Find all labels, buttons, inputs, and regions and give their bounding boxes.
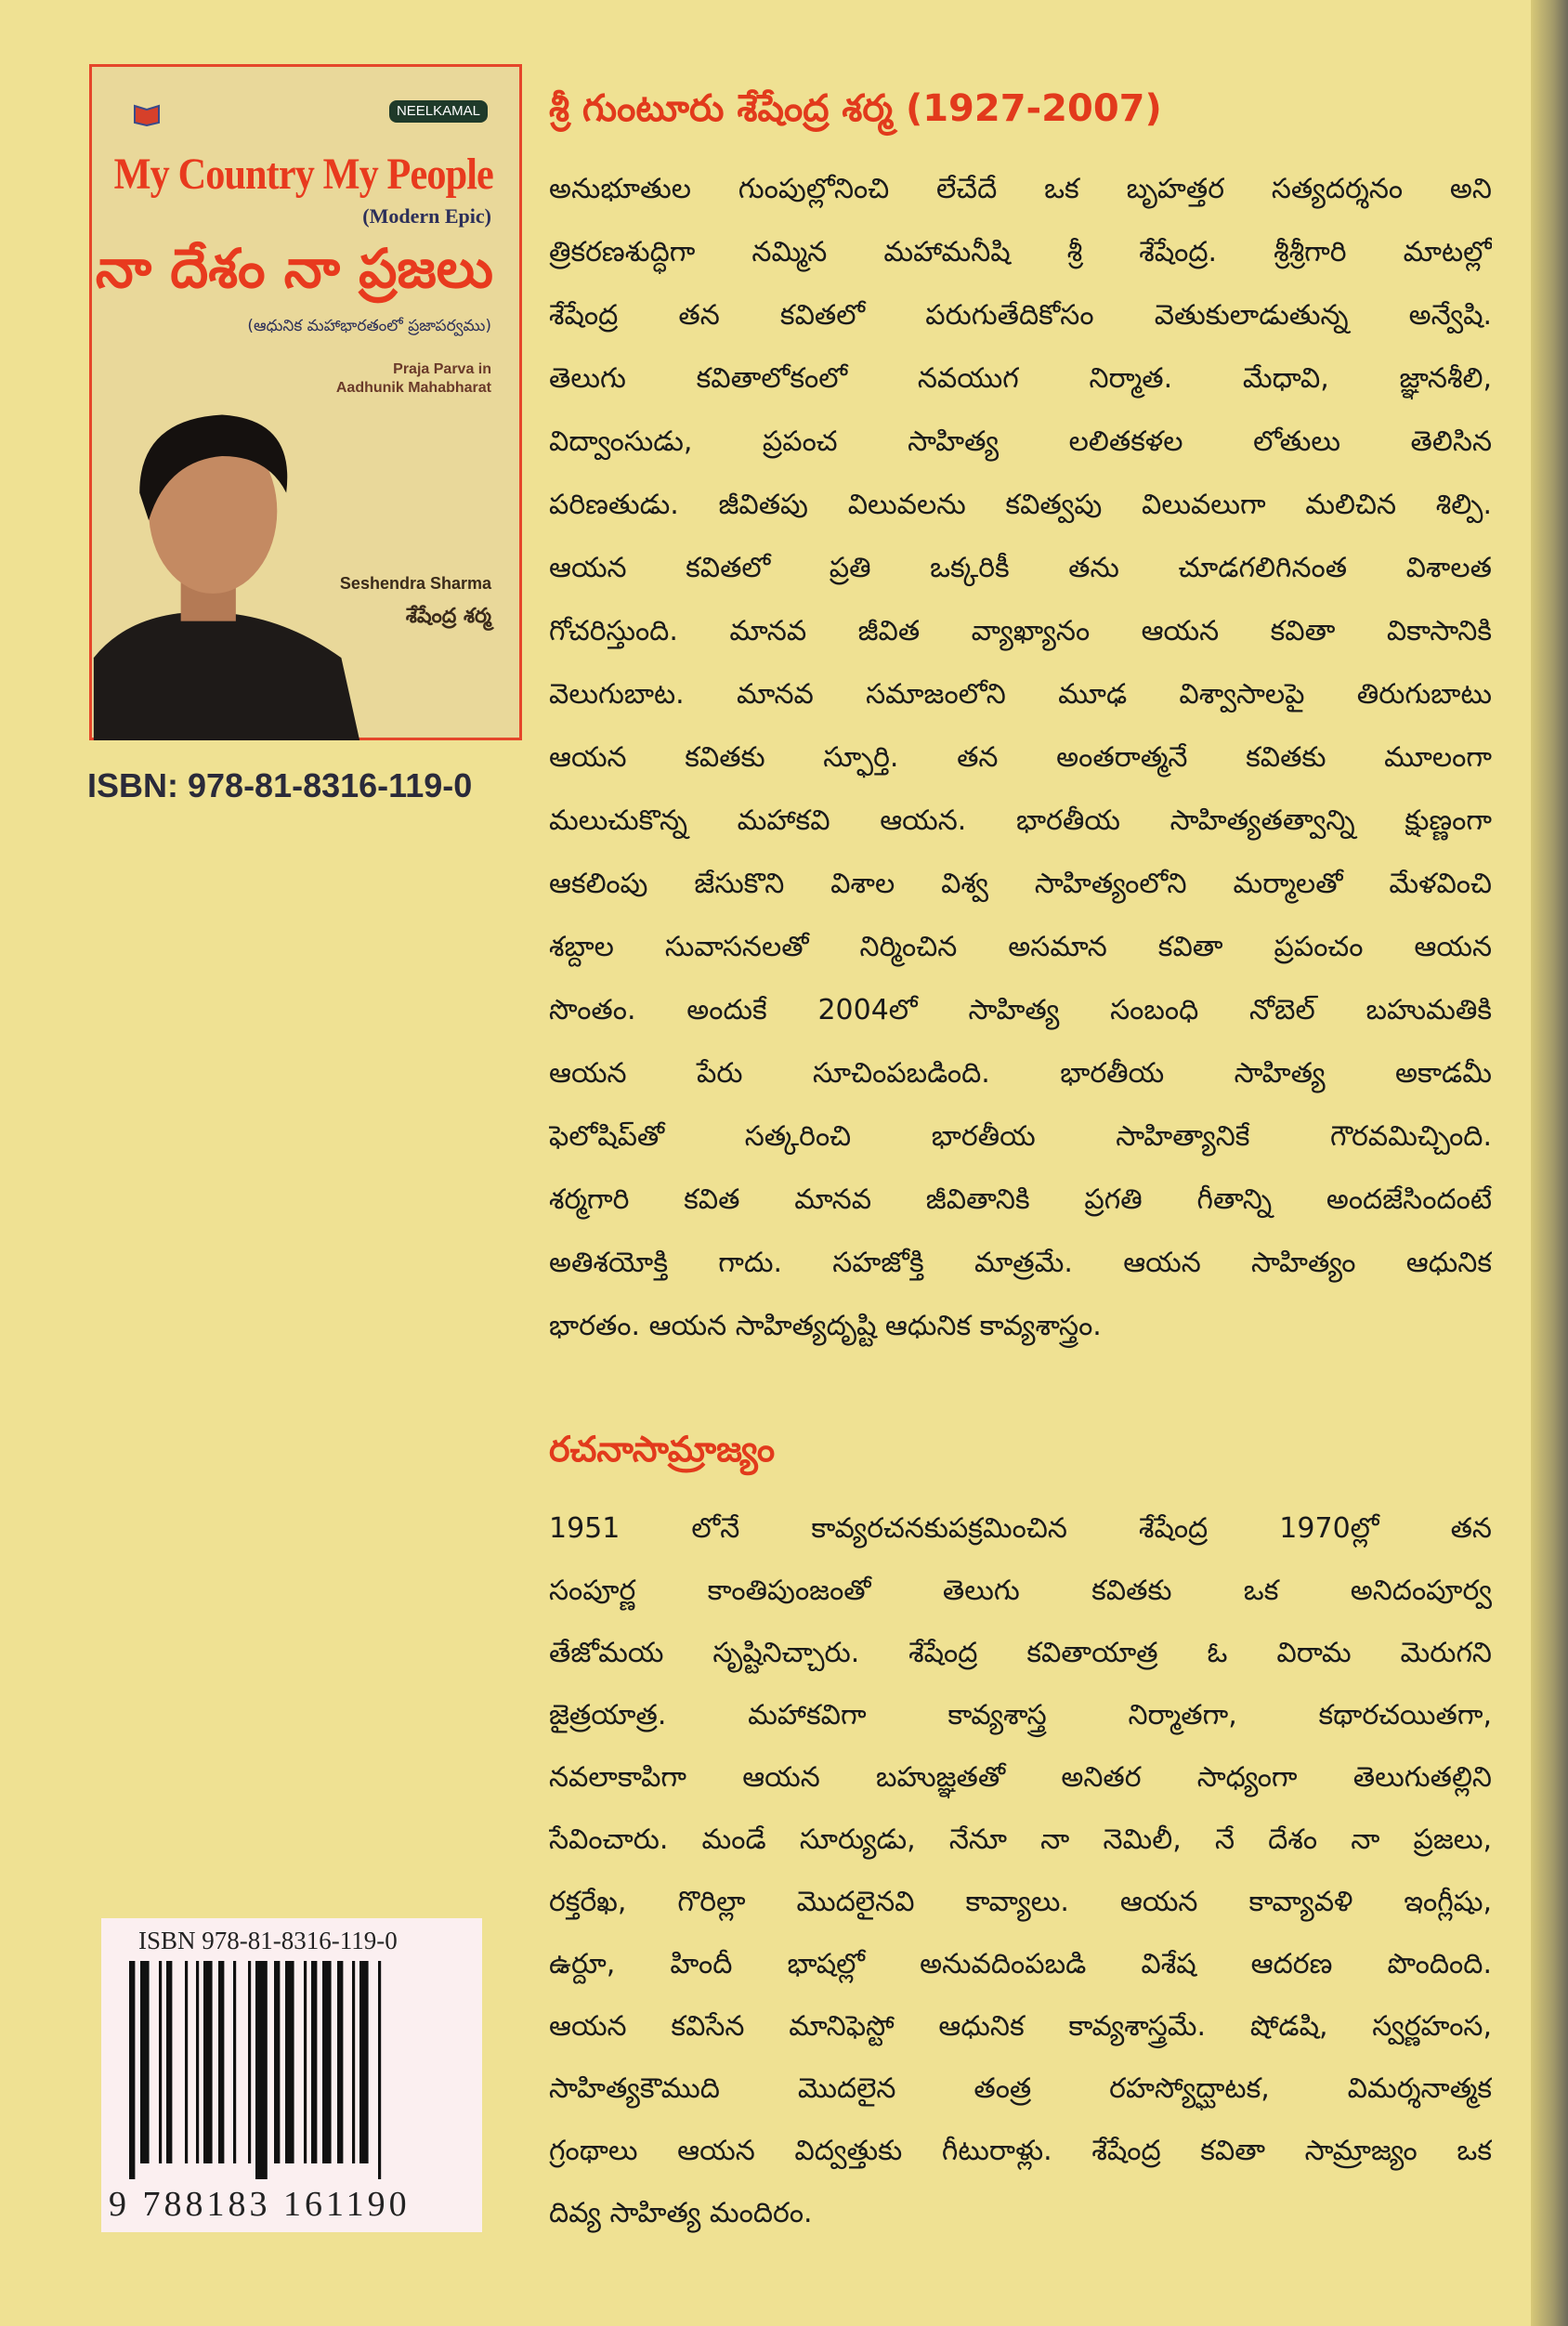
works-heading: రచనాసామ్రాజ్యం <box>549 1429 776 1470</box>
text-line: సంపూర్ణ కాంతిపుంజంతో తెలుగు కవితకు ఒక అనిదంపూర్వ <box>549 1575 1492 1607</box>
book-edge <box>1531 0 1568 2326</box>
isbn-label: ISBN: 978-81-8316-119-0 <box>87 766 473 804</box>
author-portrait <box>92 383 361 740</box>
praja-parva-line1: Praja Parva in <box>393 361 491 377</box>
barcode-bar <box>233 1961 236 2163</box>
text-line: పరిణతుడు. జీవితపు విలువలను కవిత్వపు విలువలుగా మలిచిన శిల్పి. <box>549 489 1492 521</box>
text-line: భారతం. ఆయన సాహిత్యదృష్టి ఆధునిక కావ్యశాస్త్రం. <box>549 1310 1102 1342</box>
barcode-bar <box>304 1961 307 2163</box>
text-line: మలుచుకొన్న మహాకవి ఆయన. భారతీయ సాహిత్యతత్వాన్ని క్షుణ్ణంగా <box>549 804 1492 837</box>
text-line: త్రికరణశుద్ధిగా నమ్మిన మహామనీషి శ్రీ శేషేంద్ర. శ్రీశ్రీగారి మాటల్లో <box>549 236 1492 268</box>
barcode-bar <box>196 1961 199 2163</box>
barcode-bar <box>311 1961 317 2163</box>
text-line: 1951 లోనే కావ్యరచనకుపక్రమించిన శేషేంద్ర 1970ల్లో తన <box>549 1512 1492 1545</box>
text-line: తేజోమయ సృష్టినిచ్చారు. శేషేంద్ర కవితాయాత్ర ఓ విరామ మెరుగని <box>549 1637 1492 1669</box>
cover-subtitle-en: (Modern Epic) <box>362 204 491 228</box>
barcode-bar <box>159 1961 162 2163</box>
text-line: విద్వాంసుడు, ప్రపంచ సాహిత్య లలితకళల లోతులు తెలిసిన <box>549 425 1492 458</box>
barcode-digits: 9 788183 161190 <box>109 2185 411 2224</box>
text-line: వెలుగుబాట. మానవ సమాజంలోని మూఢ విశ్వాసాలపై తిరుగుబాటు <box>549 678 1492 711</box>
cover-author-en: Seshendra Sharma <box>339 574 491 593</box>
text-line: అతిశయోక్తి గాదు. సహజోక్తి మాత్రమే. ఆయన సాహిత్యం ఆధునిక <box>549 1247 1492 1279</box>
text-line: ఆకలింపు జేసుకొని విశాల విశ్వ సాహిత్యంలోని మర్మాలతో మేళవించి <box>549 868 1492 900</box>
text-line: సేవించారు. మండే సూర్యుడు, నేనూ నా నెమిలీ, నే దేశం నా ప్రజలు, <box>549 1823 1492 1856</box>
cover-title-te: నా దేశం నా ప్రజలు <box>95 237 493 300</box>
barcode-bars <box>129 1961 454 2179</box>
author-biography <box>549 158 1492 1358</box>
text-line: శేషేంద్ర తన కవితలో పరుగుతేదికోసం వెతుకులాడుతున్న అన్వేషి. <box>549 299 1492 332</box>
barcode-bar <box>129 1961 135 2179</box>
barcode-bar <box>185 1961 188 2163</box>
text-line: ఫెలోషిప్‌తో సత్కరించి భారతీయ సాహిత్యానికే గౌరవమిచ్చింది. <box>549 1120 1492 1153</box>
barcode-bar <box>248 1961 251 2163</box>
barcode-bar <box>378 1961 381 2179</box>
barcode-bar <box>255 1961 268 2179</box>
text-line: ఆయన పేరు సూచింపబడింది. భారతీయ సాహిత్య అకాడమీ <box>549 1057 1492 1090</box>
text-line: ఆయన కవితకు స్ఫూర్తి. తన అంతరాత్మనే కవితకు మూలంగా <box>549 741 1492 774</box>
text-line: అనుభూతుల గుంపుల్లోనించి లేచేదే ఒక బృహత్తర సత్యదర్శనం అని <box>549 173 1492 205</box>
text-line: నవలాకాపిగా ఆయన బహుజ్ఞతతో అనితర సాధ్యంగా తెలుగుతల్లిని <box>549 1761 1492 1794</box>
publisher-logo-icon <box>133 102 161 126</box>
text-line: తెలుగు కవితాలోకంలో నవయుగ నిర్మాత. మేధావి, జ్ఞానశీలి, <box>549 362 1492 395</box>
barcode-bar <box>322 1961 332 2163</box>
text-line: గోచరిస్తుంది. మానవ జీవిత వ్యాఖ్యానం ఆయన కవితా వికాసానికి <box>549 615 1492 647</box>
text-line: దివ్య సాహిత్య మందిరం. <box>549 2197 813 2229</box>
text-line: ఆయన కవిసేన మానిఫెస్టో ఆధునిక కావ్యశాస్త్రమే. షోడషి, స్వర్ణహంస, <box>549 2010 1492 2043</box>
text-line: శబ్దాల సువాసనలతో నిర్మించిన అసమాన కవితా ప్రపంచం ఆయన <box>549 931 1492 963</box>
barcode-bar <box>274 1961 280 2163</box>
text-line: సొంతం. అందుకే 2004లో సాహిత్య సంబంధి నోబెల్ బహుమతికి <box>549 994 1492 1026</box>
barcode <box>101 1918 482 2232</box>
text-line: రక్తరేఖ, గొరిల్లా మొదలైనవి కావ్యాలు. ఆయన కావ్యావళి ఇంగ్లీషు, <box>549 1886 1492 1918</box>
praja-parva-line2: Aadhunik Mahabharat <box>335 380 491 396</box>
text-line: ఆయన కవితలో ప్రతి ఒక్కరికీ తను చూడగలిగినంత విశాలత <box>549 552 1492 584</box>
text-line: గ్రంథాలు ఆయన విద్వత్తుకు గీటురాళ్లు. శేషేంద్ర కవితా సామ్రాజ్యం ఒక <box>549 2135 1492 2167</box>
cover-title-en: My Country My People <box>113 150 493 199</box>
text-line: సాహిత్యకౌముది మొదలైన తంత్ర రహస్యోద్ఘాటక, విమర్శనాత్మక <box>549 2072 1492 2105</box>
barcode-bar <box>359 1961 369 2163</box>
barcode-bar <box>285 1961 294 2163</box>
publisher-badge: NEELKAMAL <box>389 100 488 123</box>
text-line: శర్మగారి కవిత మానవ జీవితానికి ప్రగతి గీతాన్ని అందజేసిందంటే <box>549 1183 1492 1216</box>
works-paragraph <box>549 1497 1492 2244</box>
barcode-bar <box>352 1961 355 2163</box>
text-line: ఉర్దూ, హిందీ భాషల్లో అనువదింపబడి విశేష ఆదరణ పొందింది. <box>549 1948 1492 1980</box>
cover-thumbnail <box>89 64 522 740</box>
barcode-bar <box>166 1961 172 2163</box>
cover-author-te: శేషేంద్ర శర్మ <box>405 605 491 628</box>
text-line: జైత్రయాత్ర. మహాకవిగా కావ్యశాస్త్ర నిర్మాతగా, కథారచయితగా, <box>549 1699 1492 1731</box>
barcode-bar <box>218 1961 224 2163</box>
barcode-bar <box>203 1961 213 2163</box>
author-heading: శ్రీ గుంటూరు శేషేంద్ర శర్మ (1927-2007) <box>549 87 1162 130</box>
barcode-isbn-text: ISBN 978-81-8316-119-0 <box>138 1927 398 1954</box>
barcode-bar <box>337 1961 343 2163</box>
barcode-bar <box>140 1961 150 2163</box>
cover-subtitle-te: (ఆధునిక మహాభారతంలో ప్రజాపర్వము) <box>247 317 491 335</box>
